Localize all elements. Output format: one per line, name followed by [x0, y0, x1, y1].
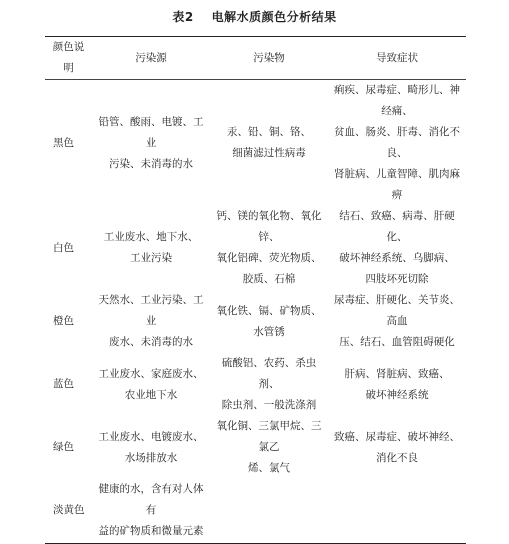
table-row: [45, 80, 466, 207]
source-cell: [92, 416, 210, 479]
table-number: 表2: [172, 10, 194, 24]
symptom-line: 肝病、肾脏病、致癌、: [344, 367, 450, 380]
source-cell: [92, 206, 210, 290]
symptom-line: 痢疾、尿毒症、畸形儿、神经痛、: [334, 84, 460, 117]
source-line: 健康的水，含有对人体有: [98, 483, 204, 517]
pollutant-line: 氧化铁、镉、矿物质、: [216, 304, 322, 317]
source-line: 铅管、酸雨、电镀、工业: [98, 115, 204, 149]
table-row: [45, 479, 466, 543]
source-line: 水场排放水: [124, 451, 178, 464]
header-symptom: 导致症状: [328, 37, 466, 80]
header-source: 污染源: [92, 37, 210, 80]
pollutant-line: 钙、镁的氧化物、氧化锌、: [216, 210, 322, 243]
pollutant-line: 水管锈: [253, 325, 285, 338]
source-cell: [92, 290, 210, 353]
color-cell: 淡黄色: [45, 479, 92, 543]
symptom-line: 破坏神经系统: [365, 388, 429, 401]
symptom-cell: [328, 353, 466, 416]
symptom-line: 致癌、尿毒症、破坏神经、: [334, 430, 460, 443]
table-caption: 电解水质颜色分析结果: [211, 10, 337, 24]
pollutant-line: 除虫剂、一般洗涤剂: [221, 399, 317, 411]
symptom-line: 肾脏病、儿童智障、肌肉麻痹: [334, 168, 460, 201]
header-row: [45, 37, 466, 80]
symptom-line: 破坏神经系统、乌脚病、: [339, 252, 455, 264]
symptom-line: 消化不良: [376, 451, 418, 464]
source-line: 益的矿物质和微量元素: [98, 525, 204, 538]
symptom-line: 尿毒症、肝硬化、关节炎、高血: [334, 294, 460, 327]
symptom-line: 压、结石、血管阻碍硬化: [339, 336, 455, 348]
symptom-cell: [328, 479, 466, 543]
table-row: [45, 416, 466, 479]
pollutant-line: 烯、氯气: [248, 462, 290, 474]
source-line: 工业废水、电镀废水、: [98, 430, 204, 443]
pollutant-line: 汞、铅、铜、铬、: [227, 126, 311, 138]
source-cell: [92, 353, 210, 416]
source-line: 天然水、工业污染、工业: [98, 294, 204, 327]
pollutant-cell: [210, 479, 328, 543]
pollutant-line: 细菌滤过性病毒: [232, 147, 306, 159]
symptom-cell: [328, 290, 466, 353]
symptom-cell: [328, 416, 466, 479]
color-cell: 绿色: [53, 441, 74, 453]
color-cell: 蓝色: [53, 378, 74, 390]
symptom-cell: [328, 206, 466, 290]
pollutant-cell: [210, 290, 328, 353]
table-row: [45, 206, 466, 290]
pollutant-cell: [210, 353, 328, 416]
source-line: 工业废水、家庭废水、: [98, 367, 204, 380]
table-row: [45, 353, 466, 416]
source-line: 工业污染: [130, 252, 172, 264]
pollutant-cell: [210, 416, 328, 479]
symptom-line: 贫血、肠炎、肝毒、消化不良、: [334, 126, 460, 159]
pollutant-line: 氧化铝碑、荧光物质、: [216, 252, 322, 264]
symptom-cell: [328, 80, 466, 207]
pollutant-line: 氧化铜、三氯甲烷、三氯乙: [216, 420, 322, 453]
pollutant-line: 胶质、石棉: [242, 273, 296, 285]
source-line: 农业地下水: [124, 388, 178, 401]
pollutant-cell: [210, 206, 328, 290]
source-cell: [92, 479, 210, 543]
color-cell: 黑色: [53, 136, 74, 149]
symptom-line: 结石、致癌、病毒、肝硬化、: [339, 210, 455, 243]
color-analysis-table: [45, 36, 466, 544]
pollutant-line: 硫酸铝、农药、杀虫剂、: [221, 357, 317, 390]
source-cell: [92, 80, 210, 207]
pollutant-cell: [210, 80, 328, 207]
source-line: 工业废水、地下水、: [103, 231, 199, 243]
source-line: 废水、未消毒的水: [109, 336, 193, 348]
color-cell: 白色: [53, 241, 74, 254]
table-row: [45, 290, 466, 353]
symptom-line: 四肢坏死切除: [365, 273, 429, 285]
table-title: [0, 8, 509, 25]
source-line: 污染、未消毒的水: [109, 157, 193, 170]
color-cell: 橙色: [53, 315, 74, 327]
header-color: 颜色说明: [45, 37, 92, 80]
header-pollutant: 污染物: [210, 37, 328, 80]
